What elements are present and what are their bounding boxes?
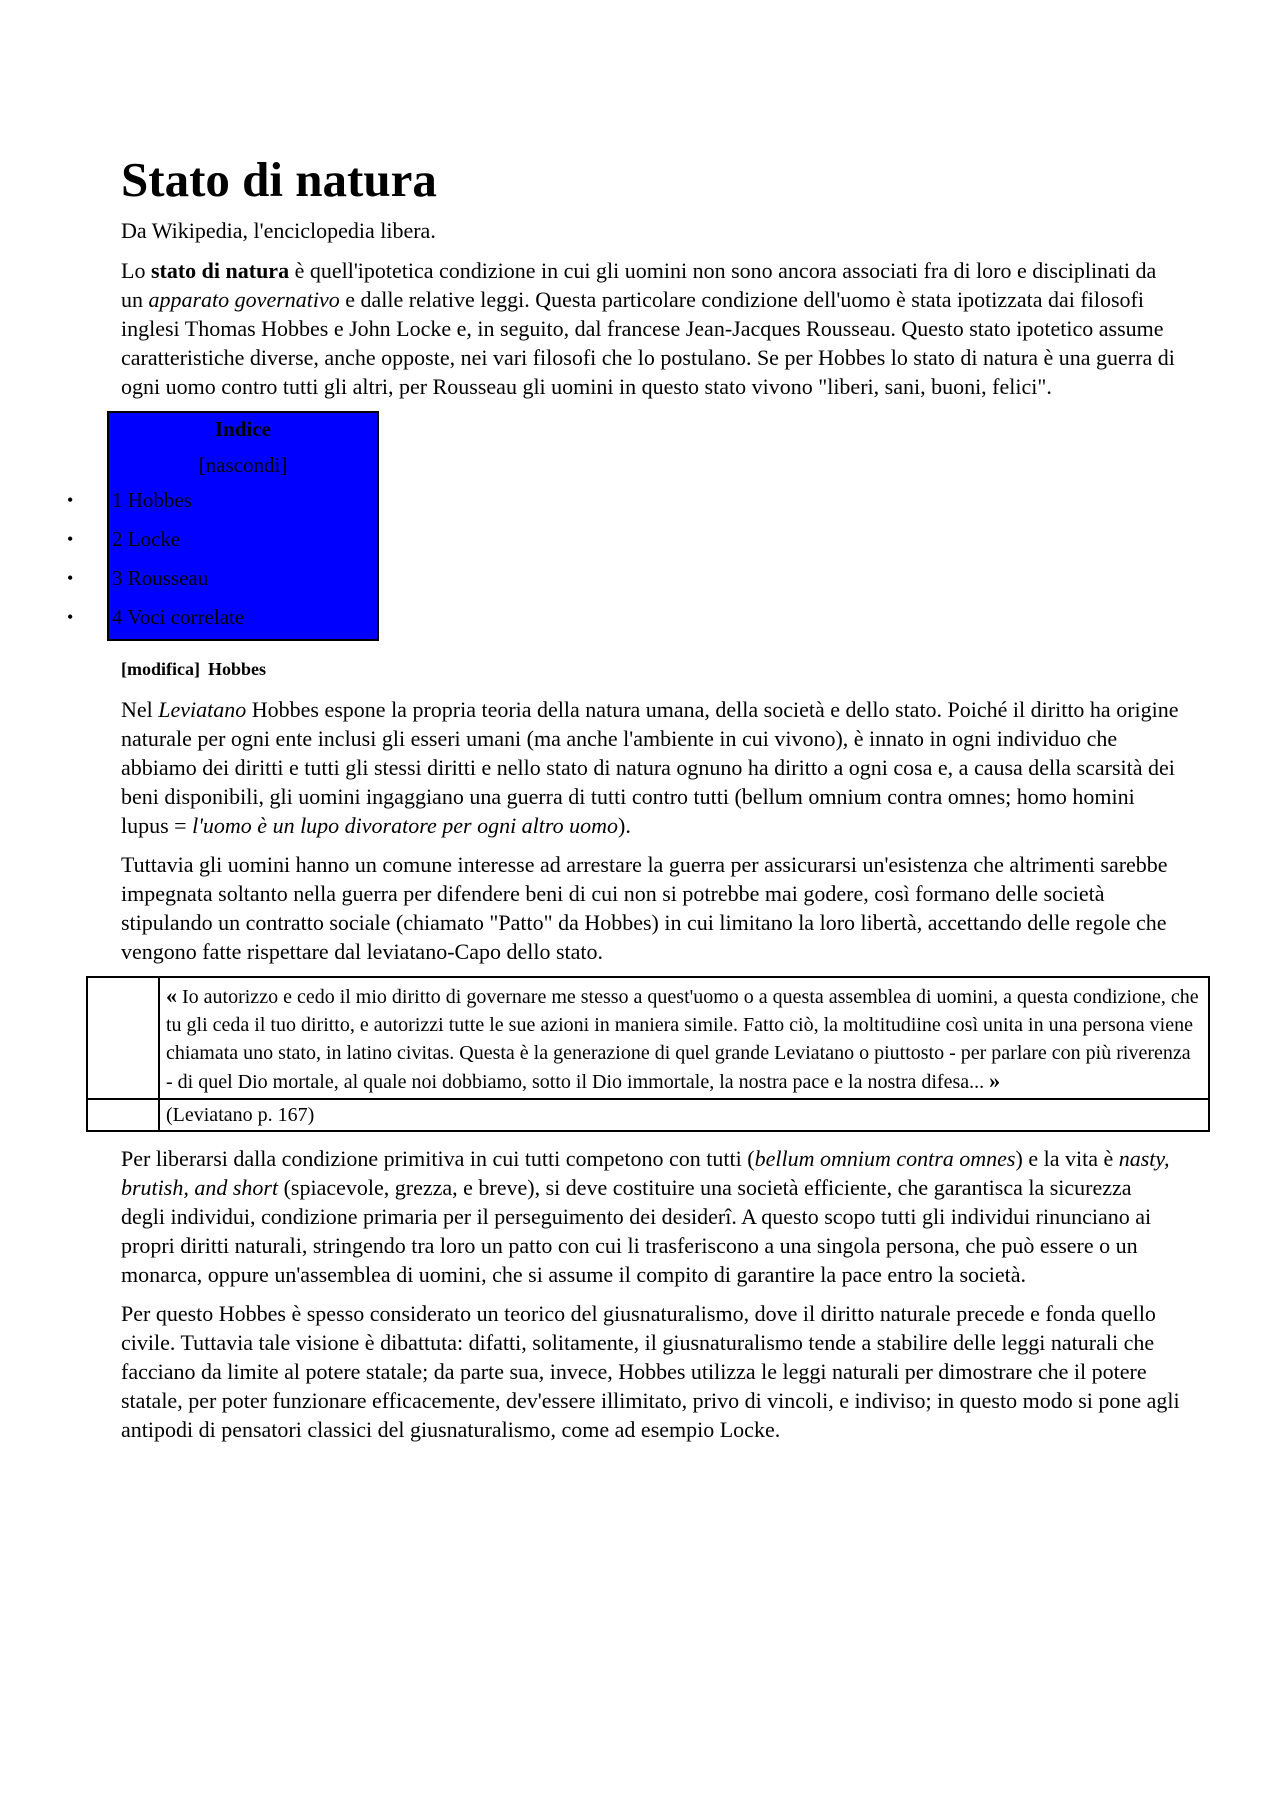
section-heading-hobbes [121,657,1181,681]
toc-wrapper [67,411,1181,643]
p3-text-2: ) e la vita è [1015,1146,1119,1171]
quote-source-row [87,1099,1209,1131]
toc-item-locke[interactable] [67,527,377,566]
toc-item-hobbes[interactable] [67,488,377,527]
page-subtitle: Da Wikipedia, l'enciclopedia libera. [121,218,436,243]
table-of-contents [67,411,379,641]
quote-box [86,976,1210,1132]
p1-italic-2: l'uomo è un lupo divoratore per ogni altro uomo [192,813,619,838]
intro-bold-term: stato di natura [150,258,290,283]
toc-item-label[interactable]: 2 Locke [112,527,181,551]
page-title: Stato di natura [121,152,437,207]
toc-item-label[interactable]: 3 Rousseau [112,566,209,590]
quote-spacer-cell [87,1099,159,1131]
p3-italic-1: bellum omnium contra omnes [754,1146,1016,1171]
p1-text-1: Nel [121,697,159,722]
quote-close-mark: » [989,1068,1001,1093]
edit-section-link[interactable]: [modifica] [121,659,200,679]
p3-italic-2: nasty, brutish, and short [121,1146,1170,1200]
bullet-icon: • [67,529,74,549]
hobbes-paragraph-2: Tuttavia gli uomini hanno un comune interesse ad arrestare la guerra per assicurarsi un'esistenza che altrimenti sarebbe impegnata soltanto nella guerra per difendere beni di cui non si potrebbe mai godere, così formano delle società stipulando un contratto sociale (chiamato "Patto" da Hobbes) in cui limitano la loro libertà, accettando delle regole che vengono fatte rispettare dal leviatano-Capo dello stato. [121,852,1168,964]
p3-text-1: Per liberarsi dalla condizione primitiva in cui tutti competono con tutti ( [121,1146,755,1171]
toc-item-label[interactable]: 1 Hobbes [112,488,192,512]
intro-text-2: è quell'ipotetica condizione in cui gli uomini non sono ancora associati fra di loro e disciplinati da un [121,258,1157,312]
toc-hide-link[interactable]: [nascondi] [198,453,288,477]
toc-item-rousseau[interactable] [67,566,377,605]
p1-text-2: Hobbes espone la propria teoria della natura umana, della società e dello stato. Poiché il diritto ha origine naturale per ogni ente inclusi gli esseri umani (ma anche l'ambiente in cui vivono), è innato in ogni individuo che abbiamo dei diritti e tutti gli stessi diritti e nello stato di natura ognuno ha diritto a ogni cosa e, a causa della scarsità dei beni disponibili, gli uomini ingaggiano una guerra di tutti contro tutti (bellum omnium contra omnes; homo homini lupus = [121,697,1179,838]
quote-open-mark: « [166,983,177,1008]
bullet-icon: • [67,490,74,510]
intro-text-3: e dalle relative leggi. Questa particolare condizione dell'uomo è stata ipotizzata dai filosofi inglesi Thomas Hobbes e John Locke e, in seguito, dal francese Jean-Jacques Rousseau. Questo stato ipotetico assume caratteristiche diverse, anche opposte, nei vari filosofi che lo postulano. Se per Hobbes lo stato di natura è una guerra di ogni uomo contro tutti gli altri, per Rousseau gli uomini in questo stato vivono "liberi, sani, buoni, felici". [121,287,1175,399]
p1-text-3: ). [618,813,631,838]
p1-italic-1: Leviatano [158,697,247,722]
intro-italic-term: apparato governativo [148,287,340,312]
quote-text: Io autorizzo e cedo il mio diritto di governare me stesso a quest'uomo o a questa assemblea di uomini, a questa condizione, che tu gli ceda il tuo diritto, e autorizzi tutte le sue azioni in maniera simile. Fatto ciò, la moltitudiine così unita in una persona viene chiamata uno stato, in latino civitas. Questa è la generazione di quel grande Leviatano o piuttosto - per parlare con più riverenza - di quel Dio mortale, al quale noi dobbiamo, sotto il Dio immortale, la nostra pace e la nostra difesa... [166,986,1199,1093]
quote-spacer-cell [87,977,159,1099]
toc-item-label[interactable]: 4 Voci correlate [112,605,245,629]
intro-paragraph [121,256,1181,401]
hobbes-paragraph-1 [121,695,1181,840]
bullet-icon: • [67,607,74,627]
quote-text-cell [159,977,1209,1099]
intro-text-1: Lo [121,258,151,283]
toc-title: Indice [214,417,271,441]
toc-list [67,488,377,644]
quote-row [87,977,1209,1099]
section-heading-label: Hobbes [207,659,267,679]
quote-source: (Leviatano p. 167) [159,1099,1209,1131]
hobbes-paragraph-3 [121,1144,1181,1289]
bullet-icon: • [67,568,74,588]
hobbes-paragraph-4: Per questo Hobbes è spesso considerato un teorico del giusnaturalismo, dove il diritto naturale precede e fonda quello civile. Tuttavia tale visione è dibattuta: difatti, solitamente, il giusnaturalismo tende a stabilire delle leggi naturali che facciano da limite al potere statale; da parte sua, invece, Hobbes utilizza le leggi naturali per dimostrare che il potere statale, per poter funzionare efficacemente, dev'essere illimitato, privo di vincoli, e indiviso; in questo modo si pone agli antipodi di pensatori classici del giusnaturalismo, come ad esempio Locke. [121,1301,1180,1442]
toc-item-voci-correlate[interactable] [67,605,377,644]
p3-text-3: (spiacevole, grezza, e breve), si deve costituire una società efficiente, che garantisca la sicurezza degli individui, condizione primaria per il perseguimento dei desiderî. A questo scopo tutti gli individui rinunciano ai propri diritti naturali, stringendo tra loro un patto con cui li trasferiscono a una singola persona, che può essere o un monarca, oppure un'assemblea di uomini, che si assume il compito di garantire la pace entro la società. [121,1175,1152,1287]
article-content [67,148,1199,1454]
